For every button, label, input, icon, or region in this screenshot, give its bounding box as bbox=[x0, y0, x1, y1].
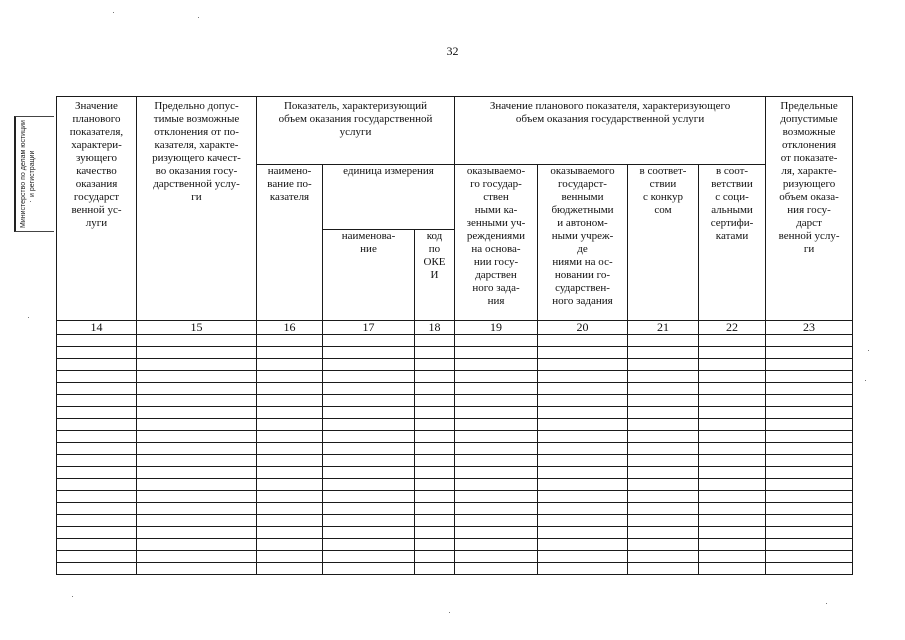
table-cell bbox=[538, 383, 628, 395]
header-value-group: Значение планового показателя, характеризующего объем оказания государственной услуги bbox=[455, 97, 766, 165]
table-cell bbox=[766, 407, 853, 419]
table-cell bbox=[628, 395, 699, 407]
header-col-20: оказываемого государст- венными бюджетными и автоном- ными учреж- де ниями на ос- новании го- сударствен- ного задания bbox=[538, 165, 628, 321]
table-cell bbox=[766, 563, 853, 575]
table-cell bbox=[415, 419, 455, 431]
table-cell bbox=[257, 563, 323, 575]
table-cell bbox=[323, 467, 415, 479]
table-cell bbox=[137, 491, 257, 503]
table-row bbox=[57, 479, 853, 491]
header-col-14: Значение планового показателя, характери- зующего качество оказания государст венной ус- луги bbox=[57, 97, 137, 321]
table-cell bbox=[257, 539, 323, 551]
table-cell bbox=[628, 383, 699, 395]
table-cell bbox=[455, 479, 538, 491]
table-cell bbox=[628, 335, 699, 347]
column-number-cell: 15 bbox=[137, 321, 257, 335]
table-cell bbox=[699, 491, 766, 503]
table-cell bbox=[323, 455, 415, 467]
table-cell bbox=[538, 335, 628, 347]
column-number-cell: 14 bbox=[57, 321, 137, 335]
table-cell bbox=[628, 419, 699, 431]
table-cell bbox=[415, 455, 455, 467]
scan-speck bbox=[198, 17, 199, 18]
scan-speck bbox=[865, 380, 866, 381]
table-cell bbox=[538, 515, 628, 527]
table-cell bbox=[766, 515, 853, 527]
table-cell bbox=[323, 491, 415, 503]
table-row bbox=[57, 539, 853, 551]
scan-speck bbox=[826, 603, 827, 604]
table-cell bbox=[455, 371, 538, 383]
table-cell bbox=[57, 479, 137, 491]
table-cell bbox=[415, 431, 455, 443]
table-cell bbox=[628, 455, 699, 467]
table-cell bbox=[699, 515, 766, 527]
table-cell bbox=[628, 431, 699, 443]
table-cell bbox=[415, 527, 455, 539]
table-cell bbox=[455, 443, 538, 455]
page-number: 32 bbox=[446, 44, 459, 58]
table-cell bbox=[538, 539, 628, 551]
table-cell bbox=[699, 359, 766, 371]
table-cell bbox=[57, 455, 137, 467]
table-cell bbox=[137, 551, 257, 563]
table-cell bbox=[766, 455, 853, 467]
table-row bbox=[57, 419, 853, 431]
table-cell bbox=[455, 359, 538, 371]
table-row bbox=[57, 347, 853, 359]
table-row bbox=[57, 455, 853, 467]
table-cell bbox=[455, 335, 538, 347]
table-cell bbox=[538, 551, 628, 563]
table-cell bbox=[57, 527, 137, 539]
table-row bbox=[57, 431, 853, 443]
table-cell bbox=[323, 431, 415, 443]
table-cell bbox=[538, 395, 628, 407]
table-cell bbox=[323, 443, 415, 455]
table-cell bbox=[766, 551, 853, 563]
table-cell bbox=[455, 455, 538, 467]
table-row bbox=[57, 335, 853, 347]
table-cell bbox=[323, 479, 415, 491]
table-cell bbox=[323, 527, 415, 539]
table-cell bbox=[257, 383, 323, 395]
table-cell bbox=[57, 491, 137, 503]
table-row bbox=[57, 551, 853, 563]
table-cell bbox=[257, 455, 323, 467]
table-cell bbox=[628, 551, 699, 563]
table-cell bbox=[455, 347, 538, 359]
table-cell bbox=[137, 479, 257, 491]
table-cell bbox=[415, 467, 455, 479]
table-cell bbox=[257, 491, 323, 503]
table-cell bbox=[57, 515, 137, 527]
scan-speck bbox=[72, 596, 73, 597]
table-cell bbox=[257, 359, 323, 371]
table-body bbox=[57, 335, 853, 575]
table-cell bbox=[415, 503, 455, 515]
table-cell bbox=[766, 467, 853, 479]
column-number-row bbox=[57, 321, 853, 335]
table-cell bbox=[455, 503, 538, 515]
table-cell bbox=[57, 431, 137, 443]
table-cell bbox=[137, 371, 257, 383]
table-cell bbox=[766, 359, 853, 371]
scan-speck bbox=[28, 317, 29, 318]
table-cell bbox=[257, 527, 323, 539]
table-cell bbox=[257, 335, 323, 347]
table-cell bbox=[538, 479, 628, 491]
table-cell bbox=[455, 467, 538, 479]
table-cell bbox=[415, 551, 455, 563]
table-cell bbox=[415, 383, 455, 395]
table-cell bbox=[137, 527, 257, 539]
table-cell bbox=[766, 431, 853, 443]
table-cell bbox=[455, 539, 538, 551]
table-cell bbox=[137, 395, 257, 407]
table-cell bbox=[415, 515, 455, 527]
table-row bbox=[57, 443, 853, 455]
table-cell bbox=[323, 335, 415, 347]
table-cell bbox=[699, 467, 766, 479]
table-cell bbox=[323, 359, 415, 371]
table-row bbox=[57, 515, 853, 527]
header-col-17: наименова- ние bbox=[323, 230, 415, 321]
scan-speck bbox=[449, 612, 450, 613]
table-cell bbox=[766, 419, 853, 431]
table-cell bbox=[538, 407, 628, 419]
table-cell bbox=[257, 431, 323, 443]
table-cell bbox=[57, 383, 137, 395]
table-cell bbox=[699, 503, 766, 515]
table-cell bbox=[455, 395, 538, 407]
table-cell bbox=[137, 563, 257, 575]
table-cell bbox=[766, 443, 853, 455]
table-cell bbox=[628, 503, 699, 515]
table-cell bbox=[415, 347, 455, 359]
table-cell bbox=[538, 359, 628, 371]
indicators-table bbox=[56, 96, 853, 575]
table-cell bbox=[57, 443, 137, 455]
column-number-cell: 16 bbox=[257, 321, 323, 335]
table-cell bbox=[137, 503, 257, 515]
column-number-cell: 18 bbox=[415, 321, 455, 335]
table-cell bbox=[415, 479, 455, 491]
table-cell bbox=[699, 335, 766, 347]
column-number-cell: 23 bbox=[766, 321, 853, 335]
table-row bbox=[57, 383, 853, 395]
table-cell bbox=[766, 383, 853, 395]
table-cell bbox=[628, 491, 699, 503]
table-cell bbox=[137, 539, 257, 551]
table-cell bbox=[766, 395, 853, 407]
table-cell bbox=[538, 371, 628, 383]
table-cell bbox=[699, 455, 766, 467]
stamp-text: Министерство по делам юстиции и регистрации bbox=[20, 120, 36, 228]
table-cell bbox=[257, 479, 323, 491]
table-cell bbox=[257, 347, 323, 359]
table-cell bbox=[699, 419, 766, 431]
table-cell bbox=[538, 467, 628, 479]
table-cell bbox=[699, 527, 766, 539]
table-cell bbox=[323, 371, 415, 383]
table-cell bbox=[57, 467, 137, 479]
table-cell bbox=[628, 515, 699, 527]
header-col-23: Предельные допустимые возможные отклонения от показате- ля, характе- ризующего объем оказа- ния госу- дарст венной услу- ги bbox=[766, 97, 853, 321]
table-cell bbox=[137, 335, 257, 347]
table-cell bbox=[257, 467, 323, 479]
table-cell bbox=[699, 395, 766, 407]
table-cell bbox=[257, 515, 323, 527]
table-cell bbox=[455, 515, 538, 527]
table-cell bbox=[257, 419, 323, 431]
table-cell bbox=[455, 383, 538, 395]
table-row bbox=[57, 407, 853, 419]
table-cell bbox=[415, 371, 455, 383]
table-cell bbox=[137, 443, 257, 455]
table-cell bbox=[137, 515, 257, 527]
scan-speck bbox=[30, 201, 31, 202]
header-col-15: Предельно допус- тимые возможные отклонения от по- казателя, характе- ризующего качест- во оказания госу- дарственной услу- ги bbox=[137, 97, 257, 321]
table-cell bbox=[455, 419, 538, 431]
table-cell bbox=[57, 335, 137, 347]
table-cell bbox=[699, 347, 766, 359]
table-cell bbox=[323, 539, 415, 551]
table-cell bbox=[766, 491, 853, 503]
table-cell bbox=[699, 551, 766, 563]
table-cell bbox=[415, 359, 455, 371]
table-cell bbox=[699, 431, 766, 443]
table-cell bbox=[699, 407, 766, 419]
table-cell bbox=[628, 407, 699, 419]
table-cell bbox=[57, 395, 137, 407]
table-cell bbox=[766, 335, 853, 347]
table-cell bbox=[699, 563, 766, 575]
table-cell bbox=[415, 395, 455, 407]
table-row bbox=[57, 371, 853, 383]
table-cell bbox=[699, 443, 766, 455]
table-cell bbox=[257, 443, 323, 455]
table-cell bbox=[57, 419, 137, 431]
table-cell bbox=[538, 503, 628, 515]
table-row bbox=[57, 527, 853, 539]
table-cell bbox=[538, 563, 628, 575]
table-row bbox=[57, 491, 853, 503]
header-indicator-group: Показатель, характеризующий объем оказания государственной услуги bbox=[257, 97, 455, 165]
table-cell bbox=[137, 455, 257, 467]
table-cell bbox=[323, 383, 415, 395]
table-cell bbox=[538, 455, 628, 467]
table-row bbox=[57, 395, 853, 407]
header-col-22: в соот- ветствии с соци- альными сертифи- катами bbox=[699, 165, 766, 321]
table-cell bbox=[766, 371, 853, 383]
table-cell bbox=[766, 503, 853, 515]
table-cell bbox=[323, 551, 415, 563]
table-cell bbox=[137, 407, 257, 419]
table-cell bbox=[257, 551, 323, 563]
table-cell bbox=[699, 539, 766, 551]
table-cell bbox=[455, 563, 538, 575]
header-col-21: в соответ- ствии с конкур сом bbox=[628, 165, 699, 321]
table-cell bbox=[57, 407, 137, 419]
table-cell bbox=[538, 443, 628, 455]
table-cell bbox=[137, 419, 257, 431]
table-cell bbox=[257, 503, 323, 515]
table-cell bbox=[766, 527, 853, 539]
table-cell bbox=[415, 563, 455, 575]
table-cell bbox=[323, 419, 415, 431]
column-number-cell: 19 bbox=[455, 321, 538, 335]
table-cell bbox=[137, 359, 257, 371]
column-number-cell: 17 bbox=[323, 321, 415, 335]
table-cell bbox=[57, 347, 137, 359]
table-cell bbox=[415, 491, 455, 503]
table-cell bbox=[455, 551, 538, 563]
header-unit-group: единица измерения bbox=[323, 165, 455, 230]
table-cell bbox=[57, 551, 137, 563]
table-cell bbox=[455, 407, 538, 419]
table-cell bbox=[538, 431, 628, 443]
table-cell bbox=[323, 395, 415, 407]
table-cell bbox=[415, 539, 455, 551]
header-col-16: наимено- вание по- казателя bbox=[257, 165, 323, 321]
table-cell bbox=[415, 335, 455, 347]
table-cell bbox=[628, 443, 699, 455]
table-cell bbox=[538, 491, 628, 503]
table-cell bbox=[137, 431, 257, 443]
table-cell bbox=[628, 371, 699, 383]
table-row bbox=[57, 467, 853, 479]
table-cell bbox=[257, 371, 323, 383]
table-cell bbox=[323, 407, 415, 419]
table-cell bbox=[323, 515, 415, 527]
table-cell bbox=[57, 563, 137, 575]
column-number-cell: 21 bbox=[628, 321, 699, 335]
table-cell bbox=[538, 347, 628, 359]
registration-stamp bbox=[14, 116, 54, 232]
table-cell bbox=[137, 383, 257, 395]
table-cell bbox=[628, 539, 699, 551]
table-cell bbox=[628, 527, 699, 539]
table-cell bbox=[455, 431, 538, 443]
table-cell bbox=[699, 383, 766, 395]
table-cell bbox=[57, 503, 137, 515]
table-cell bbox=[57, 359, 137, 371]
table-cell bbox=[57, 371, 137, 383]
table-cell bbox=[628, 467, 699, 479]
table-cell bbox=[766, 539, 853, 551]
table-cell bbox=[137, 347, 257, 359]
table-cell bbox=[257, 407, 323, 419]
table-cell bbox=[455, 527, 538, 539]
table-cell bbox=[699, 479, 766, 491]
table-cell bbox=[455, 491, 538, 503]
table-cell bbox=[323, 503, 415, 515]
table-cell bbox=[699, 371, 766, 383]
table-cell bbox=[766, 347, 853, 359]
table-cell bbox=[415, 443, 455, 455]
table-cell bbox=[538, 419, 628, 431]
table-cell bbox=[628, 563, 699, 575]
table-row bbox=[57, 503, 853, 515]
table-cell bbox=[628, 359, 699, 371]
scan-speck bbox=[868, 350, 869, 351]
table-cell bbox=[415, 407, 455, 419]
column-number-cell: 22 bbox=[699, 321, 766, 335]
table-cell bbox=[57, 539, 137, 551]
table-cell bbox=[766, 479, 853, 491]
header-col-19: оказываемо- го государ- ствен ными ка- зенными уч- реждениями на основа- нии госу- дарствен ного зада- ния bbox=[455, 165, 538, 321]
header-col-18: код по ОКЕ И bbox=[415, 230, 455, 321]
table-row bbox=[57, 359, 853, 371]
table-cell bbox=[628, 347, 699, 359]
table-cell bbox=[538, 527, 628, 539]
table-cell bbox=[257, 395, 323, 407]
table-cell bbox=[323, 563, 415, 575]
table-header bbox=[57, 97, 853, 335]
column-number-cell: 20 bbox=[538, 321, 628, 335]
scan-speck bbox=[113, 12, 114, 13]
table-row bbox=[57, 563, 853, 575]
table-cell bbox=[137, 467, 257, 479]
table-cell bbox=[323, 347, 415, 359]
table-cell bbox=[628, 479, 699, 491]
